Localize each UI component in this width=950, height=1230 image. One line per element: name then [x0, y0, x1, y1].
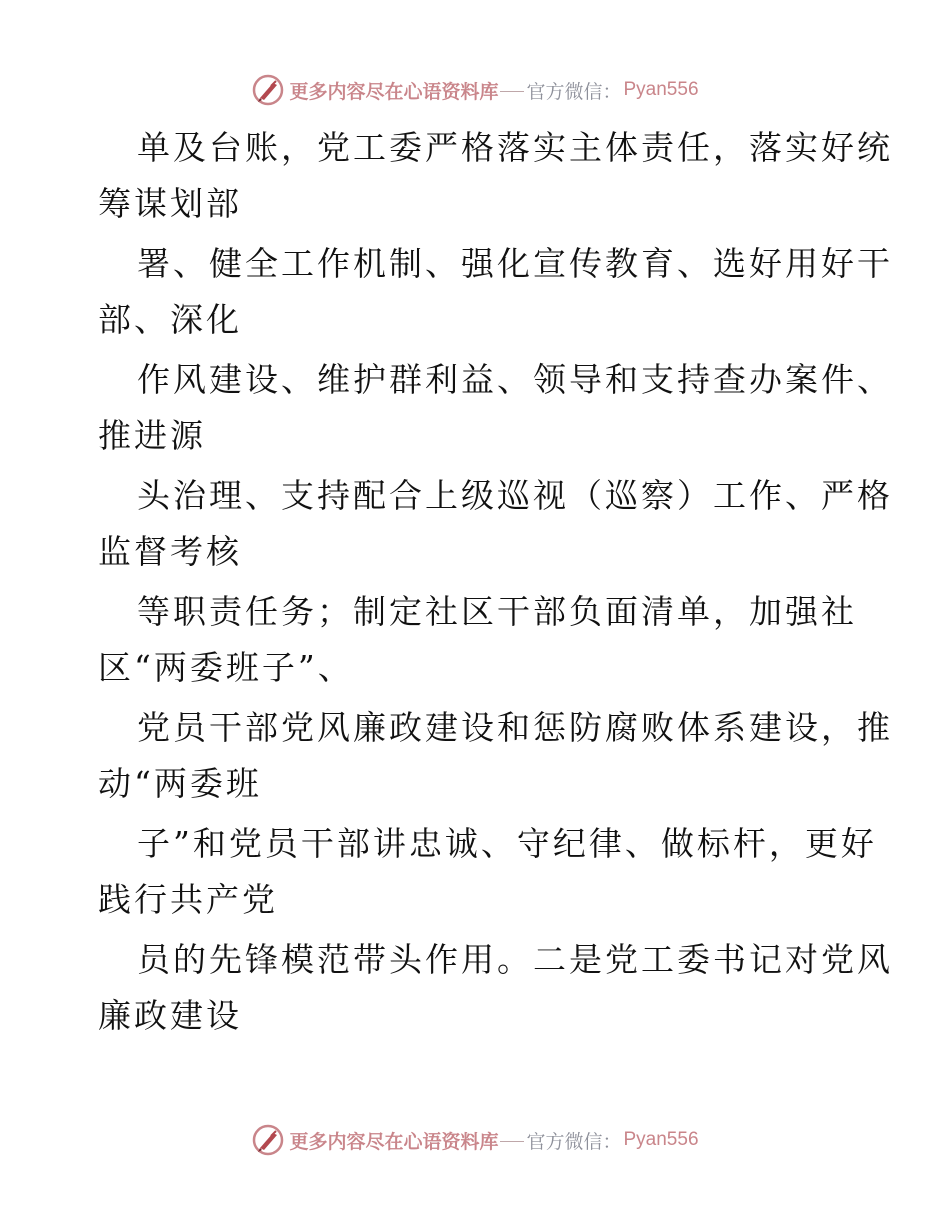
paragraph-line: 监督考核 — [98, 532, 242, 571]
paragraph-line: 推进源 — [98, 416, 206, 455]
paragraph-line: 员的先锋模范带头作用。二是党工委书记对党风 — [137, 940, 893, 979]
banner-divider — [500, 91, 524, 92]
paragraph-line: 部、深化 — [98, 300, 242, 339]
paragraph-line: 等职责任务；制定社区干部负面清单，加强社 — [137, 592, 857, 631]
paragraph-line: 作风建设、维护群利益、领导和支持查办案件、 — [137, 360, 893, 399]
quill-pen-logo-icon — [251, 73, 285, 107]
paragraph-line: 署、健全工作机制、强化宣传教育、选好用好干 — [137, 244, 893, 283]
paragraph-line: 单及台账，党工委严格落实主体责任，落实好统 — [137, 128, 893, 167]
quill-pen-logo-icon — [251, 1123, 285, 1157]
paragraph-line: 廉政建设 — [98, 996, 242, 1035]
banner-wechat-id: Pyan556 — [623, 79, 699, 100]
header-banner — [0, 70, 950, 110]
banner-brand-text: 更多内容尽在心语资料库 — [289, 80, 499, 103]
banner-wechat-id: Pyan556 — [623, 1129, 699, 1150]
paragraph-line: 动“两委班 — [98, 764, 262, 803]
banner-divider — [500, 1141, 524, 1142]
paragraph-line: 头治理、支持配合上级巡视（巡察）工作、严格 — [137, 476, 893, 515]
paragraph-line: 子”和党员干部讲忠诚、守纪律、做标杆，更好 — [137, 824, 877, 863]
banner-wechat-label: 官方微信： — [526, 80, 622, 103]
banner-wechat-label: 官方微信： — [526, 1130, 622, 1153]
footer-banner — [0, 1120, 950, 1160]
paragraph-line: 区“两委班子”、 — [98, 648, 354, 687]
banner-brand-text: 更多内容尽在心语资料库 — [289, 1130, 499, 1153]
paragraph-line: 筹谋划部 — [98, 184, 242, 223]
paragraph-line: 践行共产党 — [98, 880, 278, 919]
paragraph-line: 党员干部党风廉政建设和惩防腐败体系建设，推 — [137, 708, 893, 747]
